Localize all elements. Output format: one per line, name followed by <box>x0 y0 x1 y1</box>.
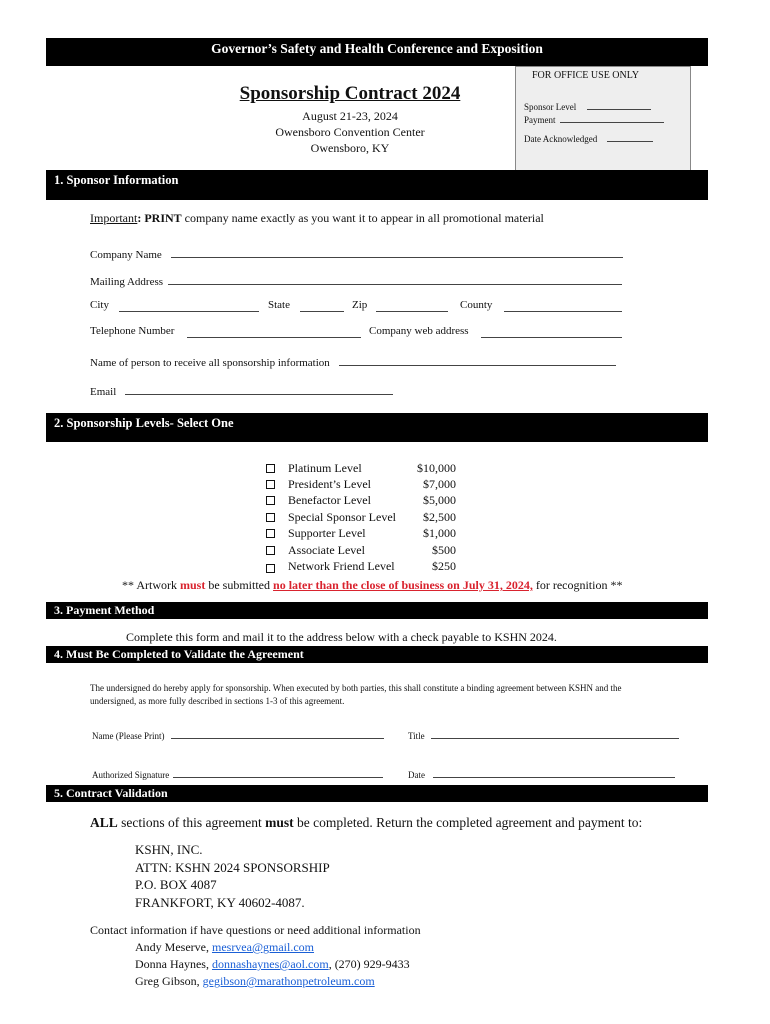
company-name-row: Company Name <box>90 245 623 261</box>
return-instructions: ALL sections of this agreement must be completed. Return the completed agreement and payment to: <box>90 815 643 830</box>
office-use-title: FOR OFFICE USE ONLY <box>532 70 640 81</box>
mailing-address-row: Mailing Address <box>90 272 622 288</box>
email-field[interactable] <box>125 382 393 395</box>
email-link-donna[interactable]: donnashaynes@aol.com <box>211 957 329 971</box>
mailing-address-field[interactable] <box>168 272 622 285</box>
company-name-field[interactable] <box>171 245 623 258</box>
web-address-field[interactable] <box>481 325 622 338</box>
contact-list <box>135 939 410 990</box>
name-print-row: Name (Please Print) <box>92 729 384 741</box>
city-row: City State Zip County <box>90 299 630 315</box>
city-field[interactable] <box>119 299 259 312</box>
special-sponsor-checkbox[interactable] <box>266 513 275 522</box>
address-line-3: P.O. BOX 4087 <box>135 877 217 892</box>
platinum-checkbox[interactable] <box>266 464 275 473</box>
important-rest: company name exactly as you want it to appear in all promotional material <box>181 211 544 225</box>
signature-field[interactable] <box>173 768 383 778</box>
title-field[interactable] <box>431 729 679 739</box>
date-row: Date <box>408 768 675 780</box>
contract-title: Sponsorship Contract 2024 <box>239 83 461 104</box>
contact-person-row: Name of person to receive all sponsorship information <box>90 353 616 369</box>
network-friend-checkbox[interactable] <box>266 564 275 573</box>
address-line-2: ATTN: KSHN 2024 SPONSORSHIP <box>135 859 330 875</box>
important-note <box>90 211 544 226</box>
event-city: Owensboro, KY <box>310 141 390 155</box>
event-info <box>200 108 500 156</box>
address-line-1: KSHN, INC. <box>135 842 203 857</box>
address-line-4: FRANKFORT, KY 40602-4087. <box>135 894 305 910</box>
level-associate[interactable]: Associate Level $500 <box>266 543 456 559</box>
name-print-field[interactable] <box>171 729 384 739</box>
telephone-row: Telephone Number Company web address <box>90 325 630 341</box>
mailing-address-block <box>135 841 330 911</box>
benefactor-checkbox[interactable] <box>266 496 275 505</box>
level-benefactor[interactable]: Benefactor Level $5,000 <box>266 493 456 509</box>
email-link-greg[interactable]: gegibson@marathonpetroleum.com <box>202 974 375 988</box>
signature-row: Authorized Signature <box>92 768 383 780</box>
contact-intro: Contact information if have questions or need additional information <box>90 923 421 937</box>
section2-heading: 2. Sponsorship Levels- Select One <box>46 413 708 442</box>
title-row: Title <box>408 729 679 741</box>
associate-checkbox[interactable] <box>266 546 275 555</box>
artwork-note: ** Artwork must be submitted no later than the close of business on July 31, 2024, for recognition ** <box>122 578 623 592</box>
level-special-sponsor[interactable]: Special Sponsor Level $2,500 <box>266 510 456 526</box>
banner-text: Governor’s Safety and Health Conference and Exposition <box>211 41 543 56</box>
section3-heading: 3. Payment Method <box>46 602 708 619</box>
contact-andy: Andy Meserve, mesrvea@gmail.com <box>135 940 315 954</box>
email-row: Email <box>90 382 393 398</box>
supporter-checkbox[interactable] <box>266 529 275 538</box>
state-field[interactable] <box>300 299 344 312</box>
level-president[interactable]: President’s Level $7,000 <box>266 477 456 493</box>
office-payment: Payment <box>524 114 664 125</box>
office-use-box <box>515 66 691 172</box>
zip-field[interactable] <box>376 299 448 312</box>
office-sponsor-level: Sponsor Level <box>524 101 651 112</box>
payment-text: Complete this form and mail it to the address below with a check payable to KSHN 2024. <box>126 630 557 644</box>
office-sponsor-level-line <box>587 101 651 110</box>
section4-heading: 4. Must Be Completed to Validate the Agreement <box>46 646 708 663</box>
section1-heading: 1. Sponsor Information <box>46 170 708 200</box>
office-payment-line <box>560 114 664 123</box>
important-label: Important <box>90 211 138 225</box>
contact-donna: Donna Haynes, donnashaynes@aol.com, (270) 929-9433 <box>135 957 410 971</box>
office-date-line <box>607 133 653 142</box>
artwork-deadline: no later than the close of business on July 31, 2024, <box>273 578 533 592</box>
date-field[interactable] <box>433 768 675 778</box>
county-field[interactable] <box>504 299 622 312</box>
section5-heading: 5. Contract Validation <box>46 785 708 802</box>
artwork-must: must <box>180 578 206 592</box>
level-network-friend[interactable]: Network Friend Level $250 <box>266 559 456 575</box>
contact-greg: Greg Gibson, gegibson@marathonpetroleum.com <box>135 974 375 988</box>
office-date-ack: Date Acknowledged <box>524 133 653 144</box>
event-dates: August 21-23, 2024 <box>302 109 398 123</box>
contact-person-field[interactable] <box>339 353 616 366</box>
print-word: : PRINT <box>137 211 182 225</box>
agreement-text: The undersigned do hereby apply for sponsorship. When executed by both parties, this shall constitute a binding agreement between KSHN and the undersigned, as more fully described in sections 1-3 of this agreement. <box>90 683 622 706</box>
email-link-andy[interactable]: mesrvea@gmail.com <box>211 940 315 954</box>
conference-banner <box>46 38 708 66</box>
president-checkbox[interactable] <box>266 480 275 489</box>
level-supporter[interactable]: Supporter Level $1,000 <box>266 526 456 542</box>
level-platinum[interactable]: Platinum Level $10,000 <box>266 461 456 477</box>
event-venue: Owensboro Convention Center <box>275 125 425 139</box>
telephone-field[interactable] <box>187 325 361 338</box>
